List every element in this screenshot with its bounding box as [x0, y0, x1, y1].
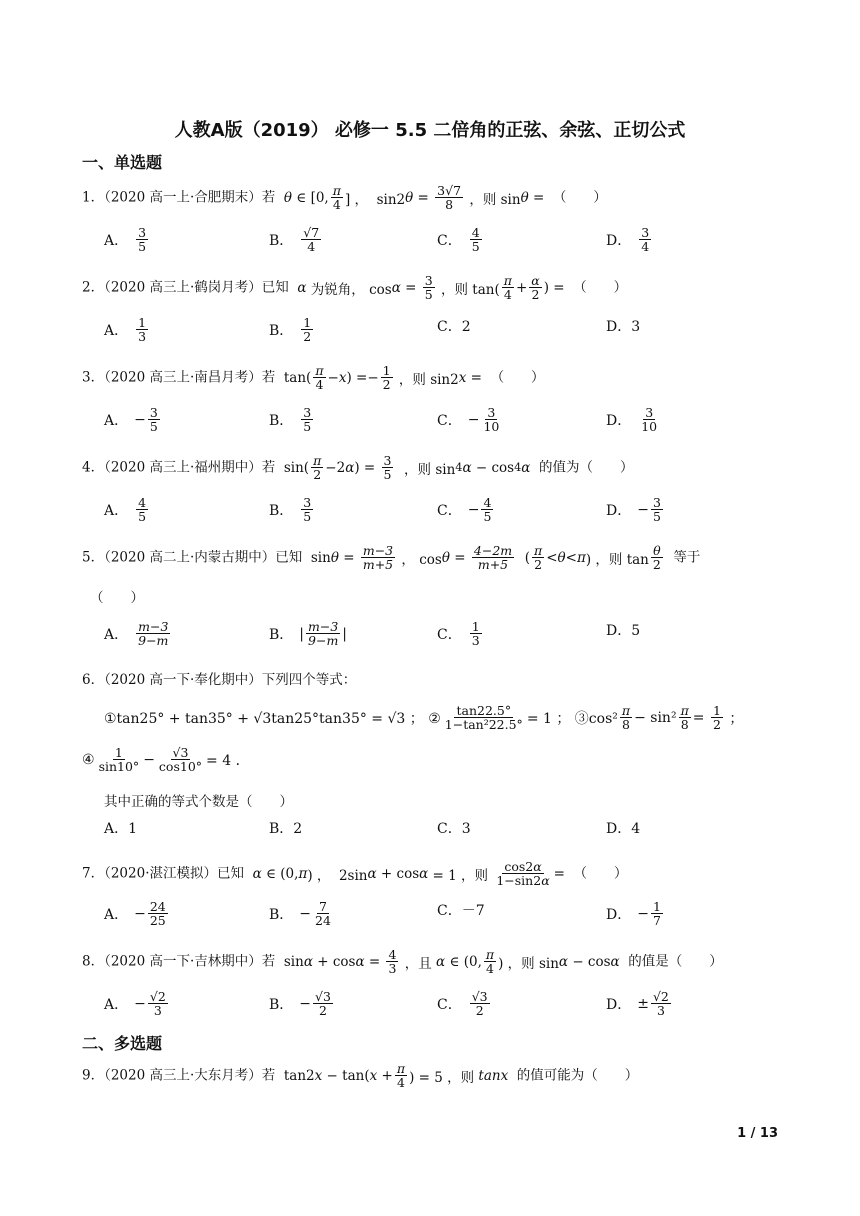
- question-8: 8．（2020 高一下·吉林期中）若 sin α + cos α = $\frac{4}{3}$ ，且 α ∈ (0, $\frac{\pi}{4}$ ) ，则 sin α − cos α 的值是（ ）: [82, 947, 723, 977]
- question-7: 7．（2020·湛江模拟）已知 α ∈ (0, π ) ， 2sin α + cos α = 1 ，则 $\frac{\cos 2\alpha}{1-\sin 2\alpha}$ = （ ）: [82, 859, 628, 889]
- option-a[interactable]: A． $\frac{4}{5}$: [104, 495, 147, 525]
- option-c[interactable]: C．3: [437, 821, 471, 837]
- option-b[interactable]: B． − $\frac{√3}{2}$: [269, 989, 331, 1019]
- question-6-equations: ①tan25° + tan35° + √3tan25°tan35° = √3 ； ② $\frac{\tan 22.5^\circ}{\text{1−tan²22.5°}}$ = 1 ； ③cos² $\frac{\pi}{8}$ − sin² $\frac{\pi}{8}$ = $\frac{1}{2}$ ；: [104, 703, 744, 733]
- question-4: 4．（2020 高三上·福州期中）若 sin( $\frac{\pi}{2}$ −2 α ) = $\frac{3}{5}$ ，则 sin 4 α − cos 4 α 的值为（ ）: [82, 453, 634, 483]
- page-number: 1 / 13: [737, 1126, 778, 1141]
- question-1: 1．（2020 高一上·合肥期末）若 θ ∈ [0, $\frac{\pi}{4}$ ] ， sin2 θ = $\frac{3√7}{8}$ ，则 sin θ = （ ）: [82, 183, 607, 213]
- question-9: 9．（2020 高三上·大东月考）若 tan2 x − tan( x + $\frac{\pi}{4}$ ) = 5 ，则 tanx 的值可能为（ ）: [82, 1061, 639, 1091]
- option-b[interactable]: B． − $\frac{7}{24}$: [269, 899, 331, 929]
- question-2-options: [104, 316, 664, 348]
- question-6-continuation: 其中正确的等式个数是（ ）: [104, 794, 293, 810]
- question-6-options: [104, 818, 664, 850]
- option-c[interactable]: C． $\frac{√3}{2}$: [437, 989, 488, 1019]
- question-1-prefix: 1．（2020 高一上·合肥期末）若: [82, 189, 276, 206]
- question-5-options: [104, 620, 664, 652]
- option-c[interactable]: C．－7: [437, 903, 485, 919]
- option-b[interactable]: B． $\frac{√7}{4}$: [269, 225, 320, 255]
- option-d[interactable]: D． − $\frac{1}{7}$: [606, 899, 661, 929]
- option-d[interactable]: D． ± $\frac{√2}{3}$: [606, 989, 669, 1019]
- question-5-continuation: （ ）: [90, 590, 144, 606]
- option-d[interactable]: D．3: [606, 319, 641, 335]
- option-a[interactable]: A． $\frac{1}{3}$: [104, 315, 147, 345]
- option-a[interactable]: A． $\frac{3}{5}$: [104, 225, 147, 255]
- option-a[interactable]: A．1: [104, 821, 138, 837]
- option-c[interactable]: C． $\frac{1}{3}$: [437, 619, 480, 649]
- option-b[interactable]: B． | $\frac{m-3}{9-m}$ |: [269, 619, 348, 649]
- question-2: 2．（2020 高三上·鹤岗月考）已知 α 为锐角， cos α = $\frac{3}{5}$ ，则 tan( $\frac{\pi}{4}$ + $\frac{\alpha}{2}$ ) = （ ）: [82, 273, 628, 303]
- question-5: 5．（2020 高二上·内蒙古期中）已知 sin θ = $\frac{m-3}{m+5}$ ， cos θ = $\frac{4-2m}{m+5}$ ( $\frac{\pi}{2}$ < θ < π ) ，则 tan $\frac{\theta}{2}$ 等于: [82, 543, 701, 573]
- option-b[interactable]: B． $\frac{3}{5}$: [269, 405, 312, 435]
- question-3-options: [104, 406, 664, 438]
- option-c[interactable]: C．2: [437, 319, 471, 335]
- question-1-tail: （ ）: [552, 189, 607, 206]
- option-d[interactable]: D． $\frac{3}{10}$: [606, 405, 658, 435]
- question-7-options: [104, 900, 664, 932]
- option-c[interactable]: C． $\frac{4}{5}$: [437, 225, 480, 255]
- question-6-equation-4: ④ $\frac{1}{\sin 10^\circ}$ − $\frac{√3}{\cos 10^\circ}$ = 4 ．: [82, 745, 250, 775]
- option-d[interactable]: D．5: [606, 623, 641, 639]
- option-d[interactable]: D．4: [606, 821, 641, 837]
- question-1-options: [104, 226, 664, 258]
- option-c[interactable]: C． − $\frac{3}{10}$: [437, 405, 500, 435]
- option-a[interactable]: A． − $\frac{√2}{3}$: [104, 989, 166, 1019]
- option-d[interactable]: D． $\frac{3}{4}$: [606, 225, 650, 255]
- question-8-options: [104, 989, 669, 1022]
- page-title: 人教A版（2019） 必修一 5.5 二倍角的正弦、余弦、正切公式: [174, 120, 686, 141]
- option-b[interactable]: B．2: [269, 821, 303, 837]
- option-a[interactable]: A． − $\frac{24}{25}$: [104, 899, 166, 929]
- option-d[interactable]: D． − $\frac{3}{5}$: [606, 495, 661, 525]
- option-b[interactable]: B． $\frac{3}{5}$: [269, 495, 312, 525]
- section-multi-choice: 二、多选题: [82, 1034, 163, 1053]
- question-4-options: [104, 496, 664, 528]
- section-single-choice: 一、单选题: [82, 153, 163, 172]
- option-c[interactable]: C． − $\frac{4}{5}$: [437, 495, 492, 525]
- question-6: 6．（2020 高一下·奉化期中）下列四个等式：: [82, 672, 357, 688]
- option-a[interactable]: A． − $\frac{3}{5}$: [104, 405, 158, 435]
- question-3: 3．（2020 高三上·南昌月考）若 tan( $\frac{\pi}{4}$ − x ) =− $\frac{1}{2}$ ，则 sin2 x = （ ）: [82, 363, 545, 393]
- option-b[interactable]: B． $\frac{1}{2}$: [269, 315, 312, 345]
- option-a[interactable]: A． $\frac{m-3}{9-m}$: [104, 619, 169, 649]
